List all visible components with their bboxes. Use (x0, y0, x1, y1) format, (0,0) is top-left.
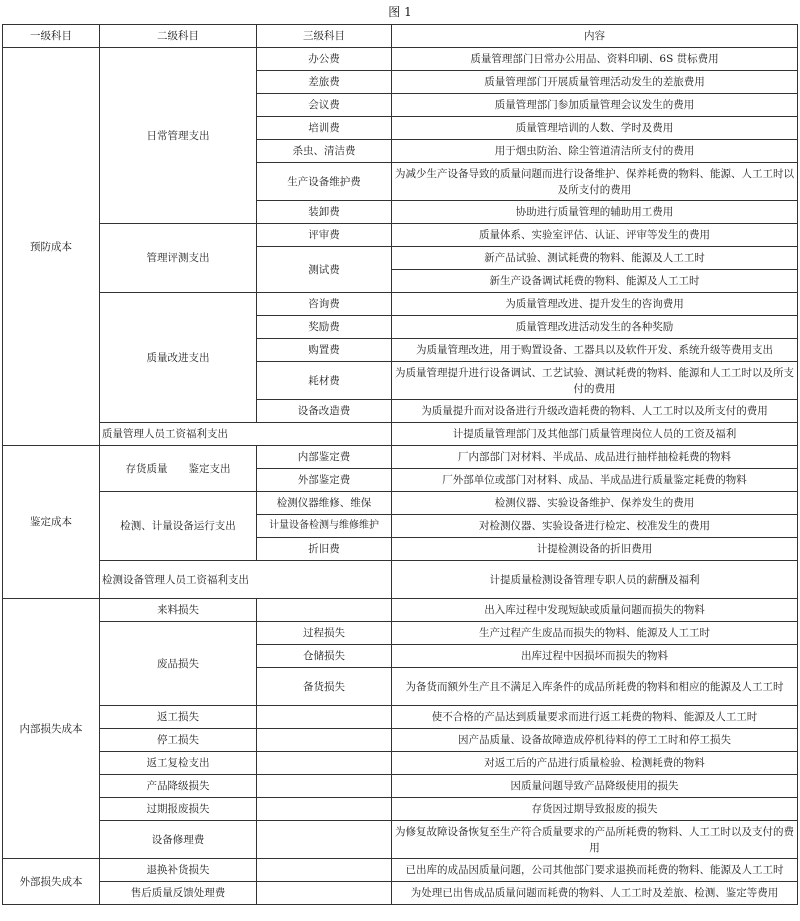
content-cell: 计提检测设备的折旧费用 (392, 538, 798, 561)
level2-cell: 检测、计量设备运行支出 (100, 492, 257, 561)
level3-cell: 过程损失 (257, 622, 392, 645)
level3-cell: 差旅费 (257, 71, 392, 94)
level3-cell: 内部鉴定费 (257, 446, 392, 469)
level2-cell: 来料损失 (100, 599, 257, 622)
table-row (3, 775, 798, 798)
level2-cell: 售后质量反馈处理费 (100, 882, 257, 905)
level3-cell (257, 706, 392, 729)
level2-cell: 检测设备管理人员工资福利支出 (100, 561, 392, 599)
content-cell: 用于烟虫防治、除尘管道清洁所支付的费用 (392, 140, 798, 163)
level2-cell: 返工复检支出 (100, 752, 257, 775)
quality-cost-table (2, 24, 798, 905)
level3-cell: 设备改造费 (257, 400, 392, 423)
content-cell: 出库过程中因损坏而损失的物料 (392, 645, 798, 668)
content-cell: 质量管理培训的人数、学时及费用 (392, 117, 798, 140)
level3-cell (257, 775, 392, 798)
header-content: 内容 (392, 25, 798, 48)
level3-cell: 仓储损失 (257, 645, 392, 668)
content-cell: 出入库过程中发现短缺或质量问题而损失的物料 (392, 599, 798, 622)
content-cell: 因产品质量、设备故障造成停机待料的停工工时和停工损失 (392, 729, 798, 752)
table-row (3, 224, 798, 247)
level3-cell (257, 821, 392, 859)
level3-cell: 奖励费 (257, 316, 392, 339)
level3-cell: 会议费 (257, 94, 392, 117)
level3-cell: 生产设备维护费 (257, 163, 392, 201)
level3-cell: 检测仪器维修、维保 (257, 492, 392, 515)
level1-cell: 鉴定成本 (3, 446, 100, 599)
level2-cell: 存货质量 鉴定支出 (100, 446, 257, 492)
content-cell: 厂外部单位或部门对材料、成品、半成品进行质量鉴定耗费的物料 (392, 469, 798, 492)
table-row (3, 752, 798, 775)
level3-cell (257, 729, 392, 752)
table-row (3, 293, 798, 316)
level3-cell (257, 882, 392, 905)
content-cell: 质量管理部门日常办公用品、资料印刷、6S 贯标费用 (392, 48, 798, 71)
level3-cell: 杀虫、清洁费 (257, 140, 392, 163)
level3-cell: 购置费 (257, 339, 392, 362)
content-cell: 为修复故障设备恢复至生产符合质量要求的产品所耗费的物料、人工工时以及支付的费用 (392, 821, 798, 859)
content-cell: 对返工后的产品进行质量检验、检测耗费的物料 (392, 752, 798, 775)
level3-cell (257, 599, 392, 622)
content-cell: 因质量问题导致产品降级使用的损失 (392, 775, 798, 798)
content-cell: 检测仪器、实验设备维护、保养发生的费用 (392, 492, 798, 515)
level2-cell: 设备修理费 (100, 821, 257, 859)
content-cell: 为质量提升而对设备进行升级改造耗费的物料、人工工时以及所支付的费用 (392, 400, 798, 423)
content-cell: 新产品试验、测试耗费的物料、能源及人工工时 (392, 247, 798, 270)
content-cell: 存货因过期导致报废的损失 (392, 798, 798, 821)
header-row (3, 25, 798, 48)
content-cell: 为减少生产设备导致的质量问题而进行设备维护、保养耗费的物料、能源、人工工时以及所支付的费用 (392, 163, 798, 201)
level3-cell: 计量设备检测与维修维护 (257, 515, 392, 538)
content-cell: 厂内部部门对材料、半成品、成品进行抽样抽检耗费的物料 (392, 446, 798, 469)
table-row (3, 729, 798, 752)
content-cell: 质量体系、实验室评估、认证、评审等发生的费用 (392, 224, 798, 247)
content-cell: 使不合格的产品达到质量要求而进行返工耗费的物料、能源及人工工时 (392, 706, 798, 729)
level2-cell: 返工损失 (100, 706, 257, 729)
table-row (3, 599, 798, 622)
table-row (3, 859, 798, 882)
content-cell: 质量管理部门参加质量管理会议发生的费用 (392, 94, 798, 117)
content-cell: 为质量管理提升进行设备调试、工艺试验、测试耗费的物料、能源和人工工时以及所支付的费用 (392, 362, 798, 400)
level3-cell: 折旧费 (257, 538, 392, 561)
level3-cell (257, 798, 392, 821)
header-level2: 二级科目 (100, 25, 257, 48)
level2-cell: 产品降级损失 (100, 775, 257, 798)
content-cell: 为处理已出售成品质量问题而耗费的物料、人工工时及差旅、检测、鉴定等费用 (392, 882, 798, 905)
content-cell: 质量管理部门开展质量管理活动发生的差旅费用 (392, 71, 798, 94)
level3-cell (257, 752, 392, 775)
level2-cell: 质量管理人员工资福利支出 (100, 423, 392, 446)
level3-cell: 测试费 (257, 247, 392, 293)
level3-cell: 装卸费 (257, 201, 392, 224)
table-row (3, 706, 798, 729)
level1-cell: 内部损失成本 (3, 599, 100, 859)
level3-cell: 培训费 (257, 117, 392, 140)
content-cell: 为质量管理改进、提升发生的咨询费用 (392, 293, 798, 316)
content-cell: 计提质量检测设备管理专职人员的薪酬及福利 (392, 561, 798, 599)
level3-cell: 外部鉴定费 (257, 469, 392, 492)
content-cell: 新生产设备调试耗费的物料、能源及人工工时 (392, 270, 798, 293)
header-level1: 一级科目 (3, 25, 100, 48)
level2-cell: 日常管理支出 (100, 48, 257, 224)
table-row (3, 423, 798, 446)
level3-cell: 办公费 (257, 48, 392, 71)
level2-cell: 废品损失 (100, 622, 257, 706)
content-cell: 对检测仪器、实验设备进行检定、校准发生的费用 (392, 515, 798, 538)
table-row (3, 622, 798, 645)
content-cell: 协助进行质量管理的辅助用工费用 (392, 201, 798, 224)
table-row (3, 561, 798, 599)
table-row (3, 492, 798, 515)
level2-cell: 停工损失 (100, 729, 257, 752)
level3-cell: 备货损失 (257, 668, 392, 706)
table-row (3, 48, 798, 71)
level2-cell: 过期报废损失 (100, 798, 257, 821)
level2-cell: 退换补货损失 (100, 859, 257, 882)
level2-cell: 管理评测支出 (100, 224, 257, 293)
content-cell: 为质量管理改进，用于购置设备、工器具以及软件开发、系统升级等费用支出 (392, 339, 798, 362)
content-cell: 质量管理改进活动发生的各种奖励 (392, 316, 798, 339)
header-level3: 三级科目 (257, 25, 392, 48)
content-cell: 计提质量管理部门及其他部门质量管理岗位人员的工资及福利 (392, 423, 798, 446)
content-cell: 已出库的成品因质量问题，公司其他部门要求退换而耗费的物料、能源及人工工时 (392, 859, 798, 882)
level3-cell: 评审费 (257, 224, 392, 247)
table-row (3, 798, 798, 821)
level2-cell: 质量改进支出 (100, 293, 257, 423)
level3-cell (257, 859, 392, 882)
level3-cell: 咨询费 (257, 293, 392, 316)
content-cell: 生产过程产生废品而损失的物料、能源及人工工时 (392, 622, 798, 645)
level3-cell: 耗材费 (257, 362, 392, 400)
table-row (3, 882, 798, 905)
figure-caption: 图 1 (388, 5, 412, 19)
level1-cell: 外部损失成本 (3, 859, 100, 905)
table-row (3, 821, 798, 859)
level1-cell: 预防成本 (3, 48, 100, 446)
table-row (3, 446, 798, 469)
content-cell: 为备货而额外生产且不满足入库条件的成品所耗费的物料和相应的能源及人工工时 (392, 668, 798, 706)
